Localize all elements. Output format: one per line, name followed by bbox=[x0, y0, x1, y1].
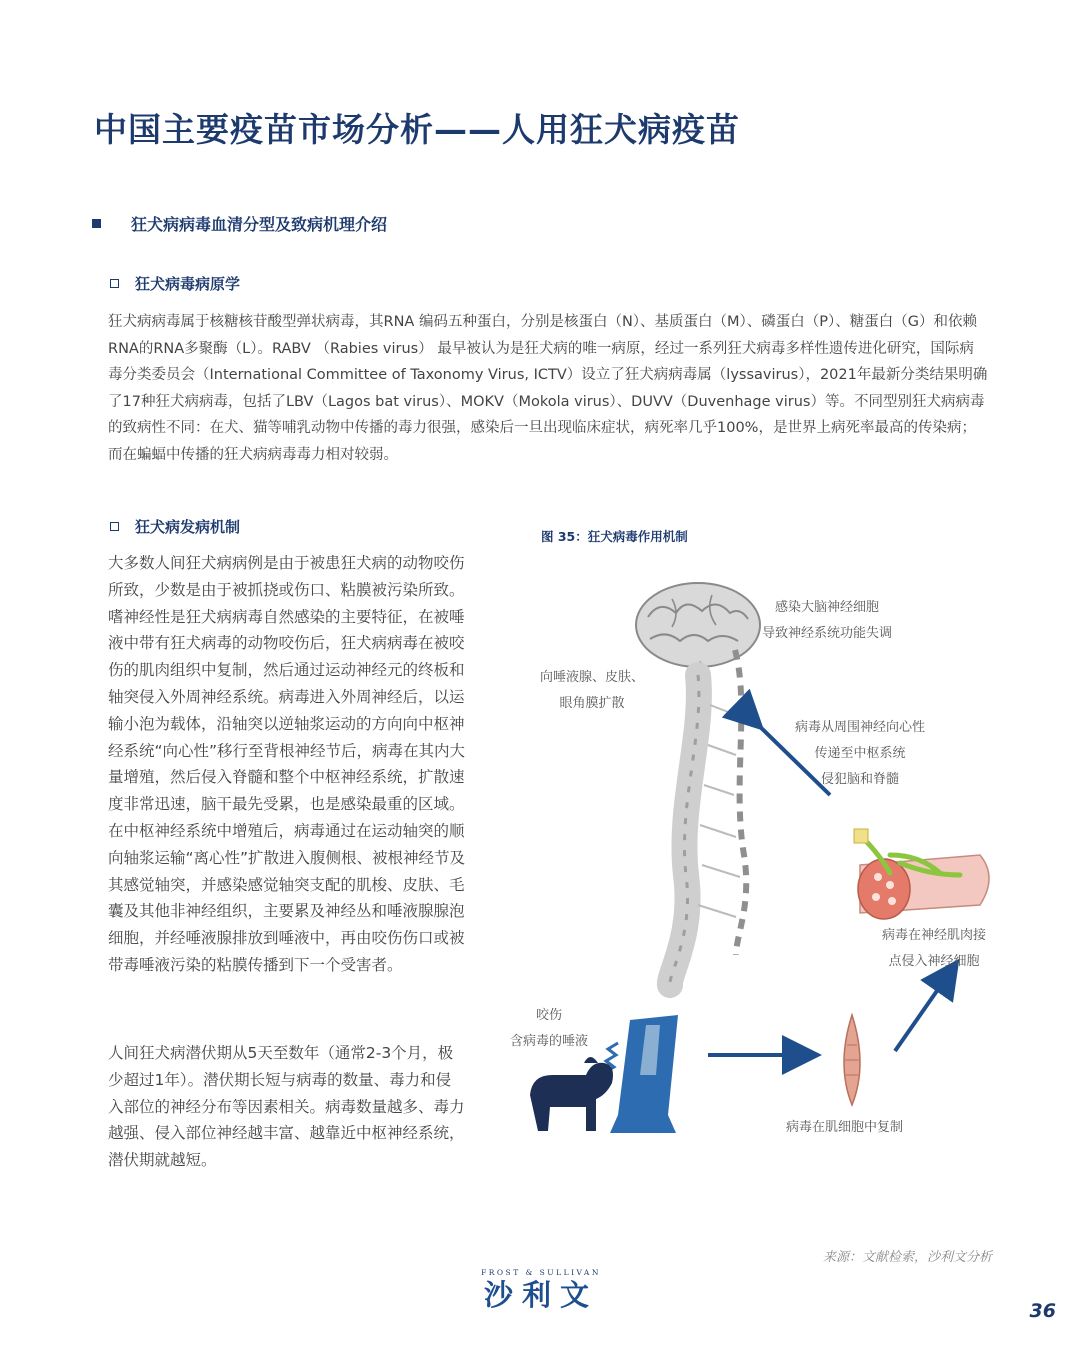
human-leg-icon bbox=[610, 1015, 678, 1133]
subheading-virology bbox=[110, 273, 240, 294]
dog-icon bbox=[530, 1057, 613, 1131]
page-number: 36 bbox=[1029, 1300, 1056, 1322]
arrow-to-nerve-junction-icon bbox=[895, 975, 948, 1051]
subheading-mechanism-text: 狂犬病发病机制 bbox=[135, 518, 241, 536]
label-central-transport bbox=[795, 715, 925, 793]
source-note: 来源：文献检索，沙利文分析 bbox=[822, 1250, 992, 1265]
section-heading-text: 狂犬病病毒血清分型及致病机理介绍 bbox=[131, 215, 388, 234]
label-nmj-line1: 病毒在神经肌肉接 bbox=[882, 928, 987, 943]
label-brain-infection bbox=[762, 595, 892, 647]
frost-sullivan-logo bbox=[466, 1268, 616, 1313]
label-neuromuscular-junction bbox=[882, 923, 986, 975]
figure-caption: 图 35：狂犬病毒作用机制 bbox=[541, 529, 688, 544]
muscle-cell-icon bbox=[844, 1015, 860, 1105]
label-central-line1: 病毒从周围神经向心性 bbox=[795, 720, 926, 735]
section-heading bbox=[92, 212, 387, 235]
subheading-mechanism bbox=[110, 516, 240, 537]
mechanism-paragraph-1: 大多数人间狂犬病病例是由于被患狂犬病的动物咬伤所致，少数是由于被抓挠或伤口、粘膜被污染所致。嗜神经性是狂犬病病毒自然感染的主要特征，在被唾液中带有狂犬病毒的动物咬伤后，狂犬病病毒在被咬伤的肌肉组织中复制，然后通过运动神经元的终板和轴突侵入外周神经系统。病毒进入外周神经后，以运输小泡为载体，沿轴突以逆轴浆运动的方向向中枢神经系统“向心性”移行至背根神经节后，病毒在其内大量增殖，然后侵入脊髓和整个中枢神经系统，扩散速度非常迅速，脑干最先受累，也是感染最重的区域。在中枢神经系统中增殖后，病毒通过在运动轴突的顺向轴浆运输“离心性”扩散进入腹侧根、被根神经节及其感觉轴突，并感染感觉轴突支配的肌梭、皮肤、毛囊及其他非神经组织，主要累及神经丛和唾液腺腺泡细胞，并经唾液腺排放到唾液中，再由咬伤伤口或被带毒唾液污染的粘膜传播到下一个受害者。 bbox=[108, 554, 466, 974]
spine-icon bbox=[670, 650, 746, 985]
label-bite-line1: 咬伤 bbox=[536, 1008, 563, 1023]
hollow-square-bullet-icon bbox=[110, 279, 119, 288]
rabies-mechanism-diagram bbox=[500, 555, 1020, 1155]
square-bullet-icon bbox=[92, 219, 101, 228]
label-nmj-line2: 点侵入神经细胞 bbox=[888, 954, 980, 969]
logo-chinese-text: 沙利文 bbox=[483, 1278, 598, 1312]
label-spread-line1: 向唾液腺、皮肤、 bbox=[540, 670, 645, 685]
label-brain-line1: 感染大脑神经细胞 bbox=[775, 600, 880, 615]
diagram-illustration bbox=[500, 555, 1020, 1155]
page-title: 中国主要疫苗市场分析——人用狂犬病疫苗 bbox=[94, 110, 740, 149]
label-saliva-spread bbox=[540, 665, 644, 717]
label-central-line2: 传递至中枢系统 bbox=[814, 746, 906, 761]
label-bite bbox=[510, 1003, 588, 1055]
logo-english-text: FROST & SULLIVAN bbox=[481, 1268, 601, 1277]
hollow-square-bullet-icon bbox=[110, 522, 119, 531]
subheading-virology-text: 狂犬病毒病原学 bbox=[135, 275, 241, 293]
label-spread-line2: 眼角膜扩散 bbox=[559, 696, 625, 711]
virology-paragraph: 狂犬病病毒属于核糖核苷酸型弹状病毒，其RNA 编码五种蛋白，分别是核蛋白（N）、基质蛋白（M）、磷蛋白（P）、糖蛋白（G）和依赖RNA的RNA多聚酶（L）。RABV （Rabies virus） 最早被认为是狂犬病的唯一病原，经过一系列狂犬病毒多样性遗传进化研究，国际病毒分类委员会（International Committee of Taxonomy Virus, ICTV）设立了狂犬病病毒属（lyssavirus），2021年最新分类结果明确了17种狂犬病病毒，包括了LBV（Lagos bat virus）、MOKV（Mokola virus）、DUVV（Duvenhage virus）等。不同型别狂犬病病毒的致病性不同：在犬、猫等哺乳动物中传播的毒力很强，感染后一旦出现临床症状，病死率几乎100%，是世界上病死率最高的传染病；而在蝙蝠中传播的狂犬病病毒毒力相对较弱。 bbox=[108, 314, 988, 463]
label-brain-line2: 导致神经系统功能失调 bbox=[762, 626, 893, 641]
label-muscle-replication: 病毒在肌细胞中复制 bbox=[786, 1120, 904, 1135]
label-bite-line2: 含病毒的唾液 bbox=[510, 1034, 589, 1049]
mechanism-paragraph-2: 人间狂犬病潜伏期从5天至数年（通常2-3个月，极少超过1年）。潜伏期长短与病毒的数量、毒力和侵入部位的神经分布等因素相关。病毒数量越多、毒力越强、侵入部位神经越丰富、越靠近中枢神经系统，潜伏期就越短。 bbox=[108, 1044, 465, 1170]
label-central-line3: 侵犯脑和脊髓 bbox=[821, 772, 900, 787]
